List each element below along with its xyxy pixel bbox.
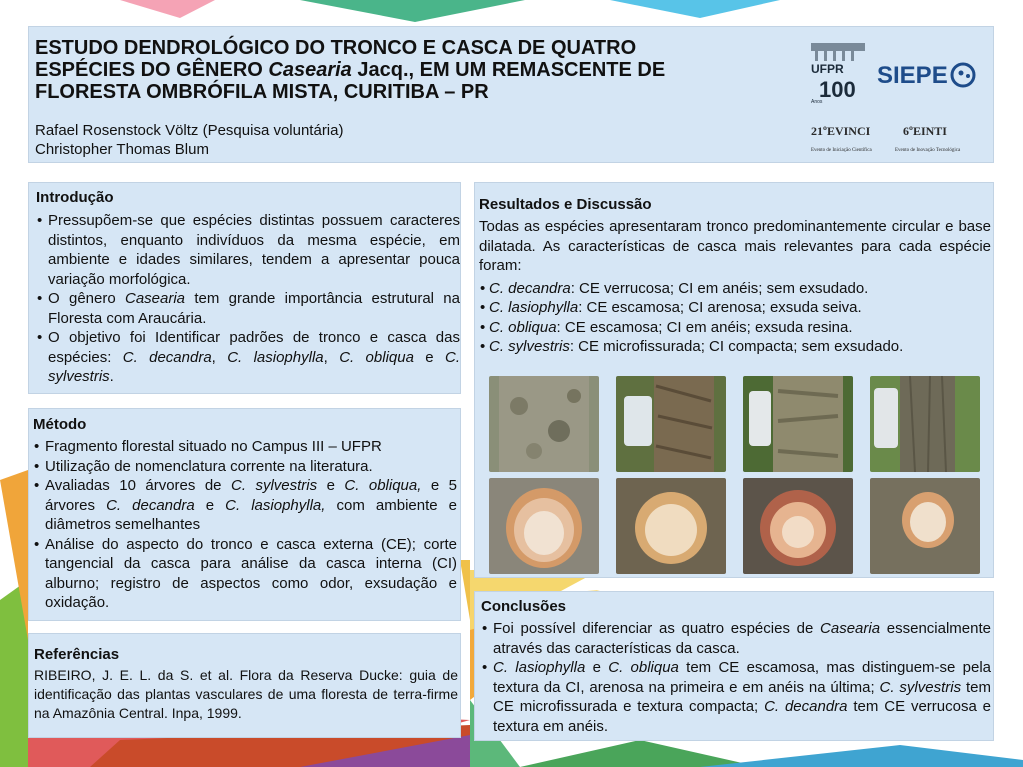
evinci-logo: 21ºEVINCI: [811, 124, 871, 138]
resultado-item: [479, 337, 991, 357]
photo-cut-decandra: [489, 478, 599, 574]
logos: [811, 39, 981, 159]
txt: e 5 árvores: [45, 477, 458, 514]
txt: essencialmente através das características da casca.: [493, 620, 991, 657]
species-sylvestris: C. sylvestris: [48, 348, 461, 385]
species-decandra: C. decandra: [106, 496, 195, 514]
species-obliqua: C. obliqua: [608, 659, 679, 676]
title-line-2: [35, 59, 815, 81]
sep: ,: [323, 348, 340, 366]
ufpr-logo: [811, 43, 865, 105]
resultados-heading: Resultados e Discussão: [479, 196, 652, 213]
txt: e: [585, 659, 609, 676]
intro-item-2: [36, 289, 460, 328]
species-decandra: C. decandra: [764, 698, 848, 715]
intro-item-2-post: tem grande importância estrutural na Floresta com Araucária.: [48, 290, 460, 327]
author-1: Rafael Rosenstock Völtz (Pesquisa voluntária): [35, 122, 344, 139]
ufpr-text: UFPR: [811, 62, 844, 76]
sep: ,: [211, 348, 228, 366]
species-lasiophylla: C. lasiophylla: [489, 299, 579, 316]
title-line-2-pre: ESPÉCIES DO GÊNERO: [35, 59, 269, 81]
species-decandra: C. decandra: [489, 279, 571, 297]
intro-item-3-pre: O objetivo foi Identificar padrões de tronco e casca das espécies:: [48, 329, 460, 366]
txt: e: [194, 496, 226, 514]
header-panel: [28, 26, 994, 163]
resultado-item: [479, 318, 991, 338]
intro-list: [36, 211, 460, 387]
txt: tem CE verrucosa e textura em anéis.: [493, 698, 992, 735]
species-obliqua: C. obliqua: [339, 348, 414, 366]
txt: e: [317, 477, 345, 494]
txt: com ambiente e diâmetros semelhantes: [45, 496, 457, 533]
einti-caption: Evento de Inovação Tecnológica: [895, 148, 961, 153]
txt: tem CE microfissurada e textura compacta;: [493, 678, 991, 715]
photo-trunk-lasiophylla: [616, 376, 726, 472]
txt: Foi possível diferenciar as quatro espécies de: [493, 620, 821, 637]
species-sylvestris: C. sylvestris: [489, 338, 570, 355]
sep: .: [109, 368, 114, 385]
conclusoes-list: [481, 619, 991, 736]
metodo-item-1: • Fragmento florestal situado no Campus III – UFPR: [33, 437, 457, 457]
species-sylvestris: C. sylvestris: [879, 678, 962, 696]
species-lasiophylla: C. lasiophylla: [493, 659, 586, 676]
species-lasiophylla: C. lasiophylla,: [225, 496, 326, 514]
resultado-text: : CE verrucosa; CI em anéis; sem exsudado.: [570, 279, 869, 297]
poster-title: [35, 37, 815, 103]
einti-logo: 6ºEINTI: [903, 124, 947, 138]
sep: e: [413, 348, 446, 366]
intro-item-3: [36, 328, 460, 387]
ufpr-anos: Anos: [811, 99, 823, 105]
conclusao-item-2: [481, 658, 991, 736]
ufpr-100: 100: [819, 77, 856, 102]
metodo-item-2: • Utilização de nomenclatura corrente na literatura.: [33, 457, 457, 477]
conclusao-item-1: [481, 619, 991, 658]
event-logos: [811, 124, 961, 153]
photo-cut-sylvestris: [870, 478, 980, 574]
intro-heading: Introdução: [36, 189, 114, 206]
conclusoes-panel: [474, 591, 994, 741]
metodo-panel: [28, 408, 461, 621]
txt: tem CE escamosa, mas distinguem-se pela textura da CI, arenosa na primeira e em anéis na última;: [493, 659, 991, 696]
author-2: Christopher Thomas Blum: [35, 141, 209, 158]
photo-trunk-obliqua: [743, 376, 853, 472]
genus: Casearia: [820, 620, 881, 637]
species-obliqua: C. obliqua,: [344, 477, 422, 494]
title-line-3: FLORESTA OMBRÓFILA MISTA, CURITIBA – PR: [35, 81, 489, 103]
resultados-list: [479, 279, 991, 357]
resultado-text: : CE microfissurada; CI compacta; sem exsudado.: [569, 338, 904, 355]
metodo-heading: Método: [33, 416, 87, 433]
intro-item-2-pre: O gênero: [48, 290, 125, 307]
intro-genus: Casearia: [124, 290, 186, 307]
photo-cut-obliqua: [743, 478, 853, 574]
txt: Avaliadas 10 árvores de: [45, 477, 231, 494]
photo-trunk-sylvestris: [870, 376, 980, 472]
referencias-panel: [28, 633, 461, 738]
title-genus: Casearia: [268, 59, 352, 81]
resultado-item: [479, 279, 991, 299]
intro-panel: [28, 182, 461, 394]
photo-cut-lasiophylla: [616, 478, 726, 574]
evinci-caption: Evento de Iniciação Científica: [811, 148, 872, 153]
species-sylvestris: C. sylvestris: [230, 477, 318, 494]
referencia-text: RIBEIRO, J. E. L. da S. et al. Flora da Reserva Ducke: guia de identificação das plantas vasculares de uma floresta de terra-firme na Amazônia Central. Inpa, 1999.: [34, 667, 458, 721]
title-line-2-post: Jacq., EM UM REMASCENTE DE: [351, 59, 666, 81]
resultados-intro: Todas as espécies apresentaram tronco predominantemente circular e base dilatada. As características de casca mais relevantes para cada espécie foram:: [479, 218, 991, 274]
siepe-text: SIEPE: [877, 62, 948, 89]
title-line-1: ESTUDO DENDROLÓGICO DO TRONCO E CASCA DE QUATRO: [35, 37, 637, 59]
siepe-logo: [877, 62, 974, 89]
resultado-text: : CE escamosa; CI em anéis; exsuda resina.: [556, 318, 853, 336]
species-lasiophylla: C. lasiophylla: [227, 348, 324, 366]
photo-trunk-decandra: [489, 376, 599, 472]
species-decandra: C. decandra: [122, 348, 212, 366]
referencias-heading: Referências: [34, 646, 120, 663]
resultado-text: : CE escamosa; CI arenosa; exsuda seiva.: [578, 299, 862, 316]
metodo-item-3: [33, 476, 457, 535]
intro-item-1: • Pressupõem-se que espécies distintas possuem caracteres distintos, enquanto indivíduos da mesma espécie, em ambiente e idades similares, tendem a apresentar pouca variação morfológica.: [36, 211, 460, 289]
resultados-panel: [474, 182, 994, 578]
metodo-item-4: • Análise do aspecto do tronco e casca externa (CE); corte tangencial da casca para análise da casca interna (CI) alburno; registro de aspectos como odor, exsudação e oxidação.: [33, 535, 457, 613]
metodo-list: [33, 437, 457, 613]
species-obliqua: C. obliqua: [489, 318, 557, 336]
resultado-item: [479, 298, 991, 318]
conclusoes-heading: Conclusões: [481, 598, 567, 615]
